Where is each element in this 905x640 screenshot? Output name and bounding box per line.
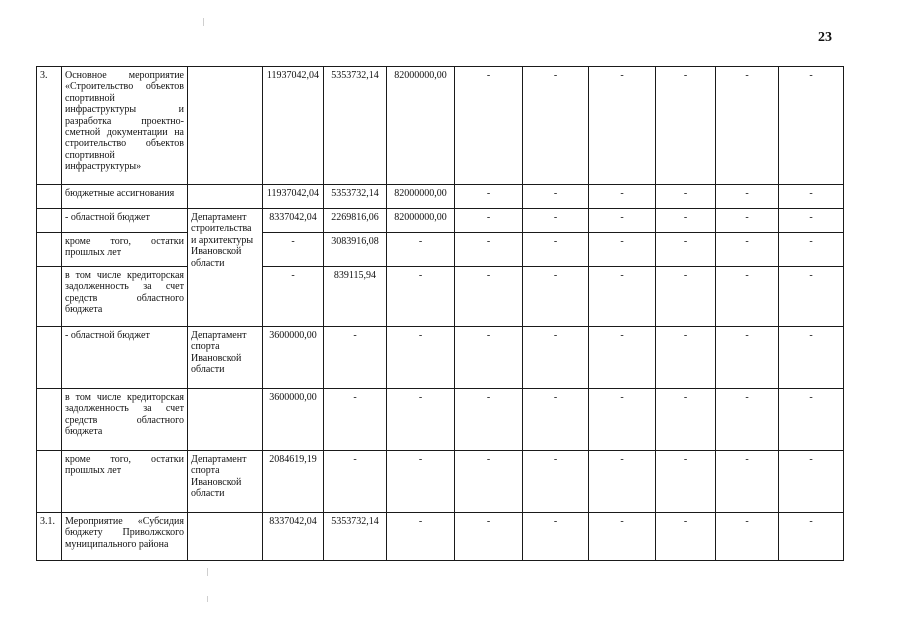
value-cell: - bbox=[589, 267, 656, 327]
value-cell: - bbox=[656, 67, 716, 185]
value-cell: - bbox=[455, 327, 523, 389]
row-name: бюджетные ассигнования bbox=[62, 185, 188, 209]
value-cell: - bbox=[455, 389, 523, 451]
value-cell: - bbox=[779, 513, 844, 561]
value-cell: - bbox=[455, 267, 523, 327]
value-cell: - bbox=[455, 513, 523, 561]
dept-cell: Департамент спорта Ивановской области bbox=[188, 451, 263, 513]
value-cell: - bbox=[779, 233, 844, 267]
value-cell: - bbox=[716, 451, 779, 513]
value-cell: - bbox=[589, 209, 656, 233]
value-cell: - bbox=[656, 389, 716, 451]
value-cell: - bbox=[523, 513, 589, 561]
value-cell: - bbox=[656, 451, 716, 513]
value-cell: 2269816,06 bbox=[324, 209, 387, 233]
value-cell: - bbox=[455, 233, 523, 267]
row-number: 3.1. bbox=[37, 513, 62, 561]
value-cell: - bbox=[716, 233, 779, 267]
value-cell: - bbox=[779, 185, 844, 209]
value-cell: - bbox=[523, 327, 589, 389]
value-cell: - bbox=[656, 209, 716, 233]
value-cell: 11937042,04 bbox=[263, 185, 324, 209]
row-name: - областной бюджет bbox=[62, 209, 188, 233]
row-number bbox=[37, 327, 62, 389]
row-name: кроме того, остатки прошлых лет bbox=[62, 451, 188, 513]
value-cell: - bbox=[455, 67, 523, 185]
value-cell: - bbox=[263, 267, 324, 327]
row-name: в том числе кредиторская задолженность за счет средств областного бюджета bbox=[62, 267, 188, 327]
value-cell: 82000000,00 bbox=[387, 185, 455, 209]
value-cell: - bbox=[523, 389, 589, 451]
value-cell: 82000000,00 bbox=[387, 209, 455, 233]
value-cell: 8337042,04 bbox=[263, 513, 324, 561]
value-cell: - bbox=[589, 185, 656, 209]
row-number bbox=[37, 185, 62, 209]
value-cell: - bbox=[455, 451, 523, 513]
value-cell: 82000000,00 bbox=[387, 67, 455, 185]
row-name: Основное мероприятие «Строительство объектов спортивной инфраструктуры и разработка проектно-сметной документации на строительство объектов спортивной инфраструктуры» bbox=[62, 67, 188, 185]
scan-artifact bbox=[203, 18, 204, 26]
value-cell: 11937042,04 bbox=[263, 67, 324, 185]
row-number bbox=[37, 451, 62, 513]
value-cell: - bbox=[656, 513, 716, 561]
value-cell: - bbox=[779, 451, 844, 513]
value-cell: - bbox=[779, 267, 844, 327]
value-cell: 5353732,14 bbox=[324, 185, 387, 209]
value-cell: - bbox=[589, 451, 656, 513]
row-number bbox=[37, 233, 62, 267]
value-cell: - bbox=[523, 267, 589, 327]
value-cell: - bbox=[716, 267, 779, 327]
value-cell: - bbox=[716, 67, 779, 185]
budget-table bbox=[36, 66, 844, 561]
table-row bbox=[37, 389, 844, 451]
table-row bbox=[37, 267, 844, 327]
row-name: кроме того, остатки прошлых лет bbox=[62, 233, 188, 267]
dept-cell: Департамент спорта Ивановской области bbox=[188, 327, 263, 389]
table-row bbox=[37, 67, 844, 185]
value-cell: - bbox=[523, 209, 589, 233]
value-cell: - bbox=[656, 327, 716, 389]
value-cell: - bbox=[387, 389, 455, 451]
row-name: Мероприятие «Субсидия бюджету Приволжского муниципального района bbox=[62, 513, 188, 561]
value-cell: 3600000,00 bbox=[263, 327, 324, 389]
value-cell: - bbox=[387, 233, 455, 267]
value-cell: - bbox=[779, 327, 844, 389]
row-name: - областной бюджет bbox=[62, 327, 188, 389]
table-row bbox=[37, 209, 844, 233]
value-cell: - bbox=[656, 185, 716, 209]
dept-cell bbox=[188, 67, 263, 185]
value-cell: - bbox=[523, 451, 589, 513]
value-cell: - bbox=[523, 233, 589, 267]
scan-artifact bbox=[207, 568, 208, 576]
value-cell: 3600000,00 bbox=[263, 389, 324, 451]
value-cell: - bbox=[324, 389, 387, 451]
value-cell: - bbox=[589, 513, 656, 561]
row-number bbox=[37, 209, 62, 233]
value-cell: 5353732,14 bbox=[324, 67, 387, 185]
table-row bbox=[37, 327, 844, 389]
value-cell: - bbox=[387, 267, 455, 327]
value-cell: - bbox=[716, 513, 779, 561]
value-cell: - bbox=[324, 451, 387, 513]
value-cell: - bbox=[779, 209, 844, 233]
row-number bbox=[37, 267, 62, 327]
page-number: 23 bbox=[818, 30, 832, 45]
value-cell: - bbox=[523, 67, 589, 185]
table-row bbox=[37, 233, 844, 267]
value-cell: 839115,94 bbox=[324, 267, 387, 327]
value-cell: - bbox=[589, 233, 656, 267]
row-name: в том числе кредиторская задолженность за счет средств областного бюджета bbox=[62, 389, 188, 451]
value-cell: - bbox=[779, 389, 844, 451]
value-cell: - bbox=[656, 233, 716, 267]
value-cell: - bbox=[387, 451, 455, 513]
value-cell: - bbox=[716, 209, 779, 233]
value-cell: - bbox=[263, 233, 324, 267]
value-cell: - bbox=[589, 389, 656, 451]
table-row bbox=[37, 451, 844, 513]
value-cell: 5353732,14 bbox=[324, 513, 387, 561]
row-number: 3. bbox=[37, 67, 62, 185]
scan-artifact bbox=[207, 596, 208, 602]
table-row bbox=[37, 185, 844, 209]
value-cell: - bbox=[589, 67, 656, 185]
value-cell: - bbox=[455, 185, 523, 209]
value-cell: - bbox=[716, 185, 779, 209]
value-cell: 2084619,19 bbox=[263, 451, 324, 513]
value-cell: - bbox=[387, 513, 455, 561]
value-cell: - bbox=[455, 209, 523, 233]
dept-cell: Департамент строительства и архитектуры Ивановской области bbox=[188, 209, 263, 327]
dept-cell bbox=[188, 513, 263, 561]
value-cell: 3083916,08 bbox=[324, 233, 387, 267]
value-cell: - bbox=[589, 327, 656, 389]
value-cell: - bbox=[779, 67, 844, 185]
row-number bbox=[37, 389, 62, 451]
dept-cell bbox=[188, 185, 263, 209]
table-row bbox=[37, 513, 844, 561]
dept-cell bbox=[188, 389, 263, 451]
value-cell: - bbox=[716, 327, 779, 389]
value-cell: - bbox=[656, 267, 716, 327]
value-cell: - bbox=[523, 185, 589, 209]
value-cell: - bbox=[324, 327, 387, 389]
value-cell: - bbox=[387, 327, 455, 389]
value-cell: 8337042,04 bbox=[263, 209, 324, 233]
value-cell: - bbox=[716, 389, 779, 451]
